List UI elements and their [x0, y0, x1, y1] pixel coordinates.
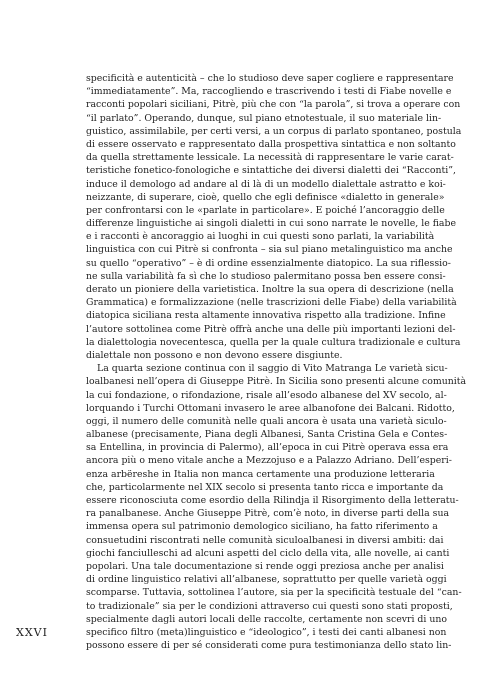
- text-line: lorquando i Turchi Ottomani invasero le aree albanofone dei Balcani. Ridotto,: [86, 402, 455, 414]
- text-line: diatopica siciliana resta altamente innovativa rispetto alla tradizione. Infine: [86, 310, 446, 322]
- text-line: essere riconosciuta come esordio della Rilindja il Risorgimento della letteratu-: [86, 495, 459, 506]
- text-line: enza arbëreshe in Italia non manca certamente una produzione letteraria: [86, 468, 435, 480]
- body-text: [86, 72, 467, 652]
- text-line: da quella strettamente lessicale. La necessità di rappresentare le varie carat-: [86, 152, 454, 164]
- text-line: di ordine linguistico relativi all’albanese, soprattutto per quelle varietà oggi: [86, 574, 447, 586]
- text-line: “immediatamente”. Ma, raccogliendo e trascrivendo i testi di Fiabe novelle e: [86, 86, 452, 98]
- text-line: la cui fondazione, o rifondazione, risale all’esodo albanese del XV secolo, al-: [86, 389, 447, 401]
- text-line: La quarta sezione continua con il saggio di Vito Matranga Le varietà sicu-: [97, 363, 448, 375]
- text-line: e i racconti è ancoraggio ai luoghi in cui questi sono parlati, la variabilità: [86, 231, 435, 243]
- text-line: neizzante, di superare, cioè, quello che egli definisce «dialetto in generale»: [86, 191, 445, 203]
- text-line: che, particolarmente nel XIX secolo si presenta tanto ricca e importante da: [86, 481, 444, 493]
- text-line: l’autore sottolinea come Pitrè offrà anche una delle più importanti lezioni del-: [86, 323, 456, 335]
- text-line: possono essere di per sé considerati come pura testimonianza dello stato lin-: [86, 640, 452, 652]
- text-line: “il parlato”. Operando, dunque, sul piano etnotestuale, il suo materiale lin-: [86, 112, 442, 124]
- text-line: ra panalbanese. Anche Giuseppe Pitrè, com’è noto, in diverse parti della sua: [86, 508, 450, 520]
- text-line: scomparse. Tuttavia, sottolinea l’autore, sia per la specificità testuale del “can-: [86, 587, 462, 599]
- text-line: loalbanesi nell’opera di Giuseppe Pitrè. In Sicilia sono presenti alcune comunità: [86, 376, 467, 388]
- text-line: teristiche fonetico-fonologiche e sintattiche dei diversi dialetti dei “Racconti”,: [86, 165, 457, 177]
- text-line: consuetudini riscontrati nelle comunità siculoalbanesi in diversi ambiti: dai: [86, 534, 444, 546]
- text-line: albanese (precisamente, Piana degli Albanesi, Santa Cristina Gela e Contes-: [86, 429, 448, 441]
- text-line: giochi fanciulleschi ad alcuni aspetti del ciclo della vita, alle novelle, ai canti: [86, 547, 450, 559]
- text-line: differenze linguistiche ai singoli dialetti in cui sono narrate le novelle, le fiabe: [86, 218, 457, 230]
- text-line: di essere osservato e rappresentato dalla prospettiva sintattica e non soltanto: [86, 138, 456, 150]
- text-line: oggi, il numero delle comunità nelle quali ancora è usata una varietà siculo-: [86, 415, 447, 427]
- text-line: specialmente dagli autori locali delle raccolte, certamente non scevri di uno: [86, 613, 448, 625]
- text-line: derato un pioniere della varietistica. Inoltre la sua opera di descrizione (nella: [86, 284, 454, 295]
- text-line: Grammatica) e formalizzazione (nelle trascrizioni delle Fiabe) della variabilità: [86, 297, 457, 309]
- text-line: specifico filtro (meta)linguistico e “ideologico”, i testi dei canti albanesi non: [86, 626, 447, 638]
- page-number: XXVI: [16, 626, 48, 639]
- text-line: la dialettologia novecentesca, quella per la quale cultura tradizionale e cultura: [86, 336, 461, 348]
- text-line: popolari. Una tale documentazione si rende oggi preziosa anche per analisi: [86, 560, 444, 572]
- text-line: dialettale non possono e non devono essere disgiunte.: [86, 349, 343, 361]
- text-line: immensa opera sul patrimonio demologico siciliano, ha fatto riferimento a: [86, 521, 438, 533]
- text-line: induce il demologo ad andare al di là di un modello dialettale astratto e koi-: [86, 178, 446, 190]
- text-line: specificità e autenticità – che lo studioso deve saper cogliere e rappresentare: [86, 73, 454, 84]
- text-line: racconti popolari siciliani, Pitrè, più che con “la parola”, si trova a operare con: [86, 99, 461, 111]
- text-line: per confrontarsi con le «parlate in particolare». E poiché l’ancoraggio delle: [86, 204, 445, 216]
- text-line: guistico, assimilabile, per certi versi, a un corpus di parlato spontaneo, postula: [86, 125, 462, 137]
- text-line: ne sulla variabilità fa sì che lo studioso palermitano possa ben essere consi-: [86, 270, 446, 282]
- text-line: linguistica con cui Pitrè si confronta – sia sul piano metalinguistico ma anche: [86, 244, 453, 256]
- text-line: to tradizionale” sia per le condizioni attraverso cui questi sono stati proposti,: [86, 600, 453, 612]
- text-line: su quello “operativo” – è di ordine essenzialmente diatopico. La sua riflessio-: [86, 257, 451, 269]
- text-line: sa Entellina, in provincia di Palermo), all’epoca in cui Pitrè operava essa era: [86, 442, 449, 454]
- text-line: ancora più o meno vitale anche a Mezzojuso e a Palazzo Adriano. Dell’esperi-: [86, 455, 452, 467]
